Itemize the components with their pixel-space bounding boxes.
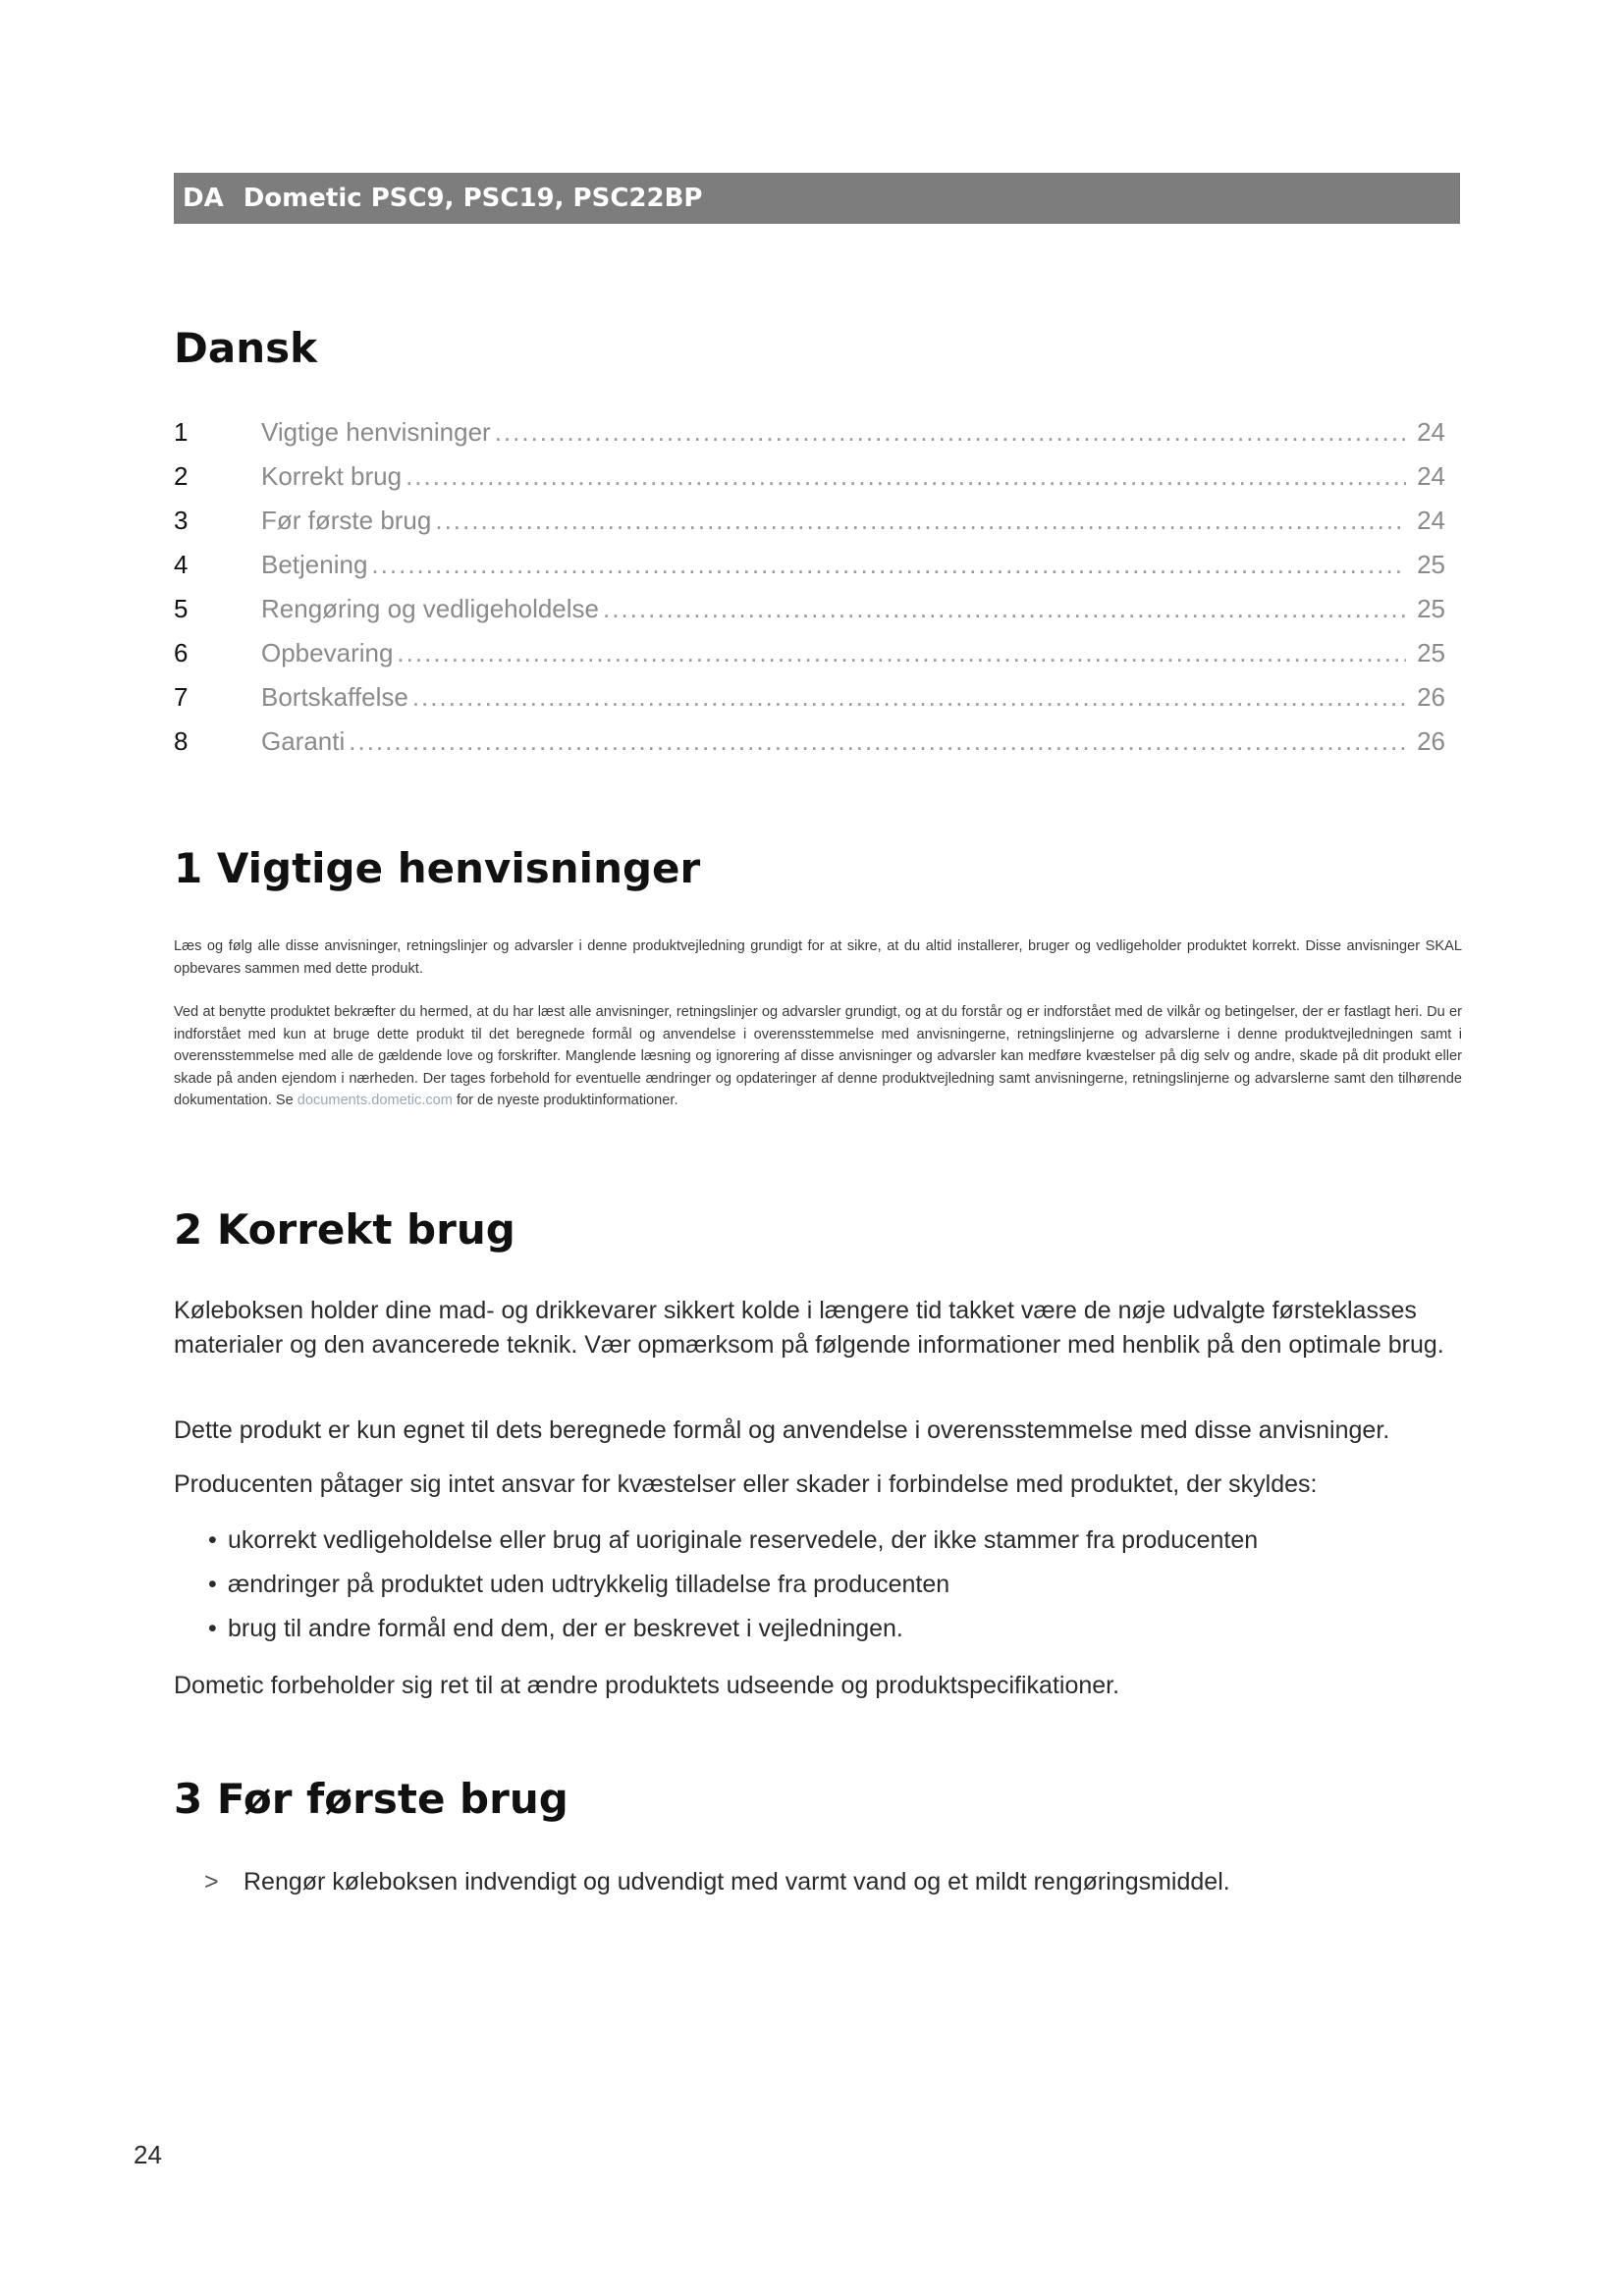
document-title: Dometic PSC9, PSC19, PSC22BP	[243, 184, 703, 213]
toc-item-label: Betjening	[261, 550, 368, 579]
section3-step	[204, 1865, 1230, 1899]
section2-title: 2 Korrekt brug	[174, 1205, 515, 1254]
bullet-icon: •	[208, 1615, 217, 1642]
toc-item[interactable]	[174, 682, 1445, 726]
toc-item-number: 4	[174, 550, 189, 579]
toc-item-label: Opbevaring	[261, 638, 394, 667]
toc-item-number: 3	[174, 506, 189, 535]
page-number: 24	[134, 2140, 162, 2169]
section3-title: 3 Før første brug	[174, 1775, 568, 1823]
list-item	[208, 1523, 1258, 1568]
toc-item-number: 5	[174, 594, 189, 623]
toc-title: Dansk	[174, 324, 318, 372]
language-code: DA	[183, 184, 224, 213]
documents-link[interactable]: documents.dometic.com	[297, 1093, 453, 1108]
toc-leader-dots	[412, 682, 1406, 713]
section2-para4: Dometic forbeholder sig ret til at ændre produktets udseende og produktspecifikationer.	[174, 1672, 1120, 1699]
section2-para3: Producenten påtager sig intet ansvar for kvæstelser eller skader i forbindelse med produktet, der skyldes:	[174, 1470, 1318, 1498]
bullet-icon: •	[208, 1571, 217, 1598]
chevron-right-icon: >	[204, 1868, 219, 1896]
toc-item-number: 6	[174, 638, 189, 667]
toc-item-label: Garanti	[261, 726, 346, 756]
toc-item-page: 24	[1417, 417, 1445, 447]
toc-item-number: 7	[174, 682, 189, 712]
section1-para2	[174, 1001, 1462, 1112]
section2-para1: Køleboksen holder dine mad- og drikkevarer sikkert kolde i længere tid takket være de nøje udvalgte førsteklasses materialer og den avancerede teknik. Vær opmærksom på følgende informationer med henblik på den optimale brug.	[174, 1297, 1444, 1359]
toc-item-label: Rengøring og vedligeholdelse	[261, 594, 600, 623]
toc-item-page: 26	[1417, 726, 1445, 756]
section2-para2: Dette produkt er kun egnet til dets beregnede formål og anvendelse i overensstemmelse med disse anvisninger.	[174, 1416, 1390, 1444]
toc-item[interactable]	[174, 726, 1445, 771]
toc-leader-dots	[603, 594, 1406, 624]
header-bar	[174, 173, 1460, 224]
list-item	[208, 1612, 1258, 1656]
toc-item-page: 25	[1417, 594, 1445, 623]
toc-item-label: Før første brug	[261, 506, 432, 535]
toc-item[interactable]	[174, 461, 1445, 506]
toc-item-page: 26	[1417, 682, 1445, 712]
toc-item-number: 8	[174, 726, 189, 756]
toc-item-page: 25	[1417, 550, 1445, 579]
toc-item-page: 25	[1417, 638, 1445, 667]
list-item-text: ændringer på produktet uden udtrykkelig tilladelse fra producenten	[228, 1571, 950, 1598]
section2-bullet-list	[208, 1523, 1258, 1656]
toc-item-label: Vigtige henvisninger	[261, 417, 491, 447]
table-of-contents	[174, 417, 1445, 771]
section1-para2-tail: for de nyeste produktinformationer.	[457, 1093, 678, 1108]
section1-para1: Læs og følg alle disse anvisninger, retningslinjer og advarsler i denne produktvejledning grundigt for at sikre, at du altid installerer, bruger og vedligeholder produktet korrekt. Disse anvisninger SKAL opbevares sammen med dette produkt.	[174, 938, 1462, 977]
section1-para2-text: Ved at benytte produktet bekræfter du hermed, at du har læst alle anvisninger, retningslinjer og advarsler grundigt, og at du forstår og er indforstået med de vilkår og betingelser, der er fastlagt heri. Du er indforstået med kun at bruge dette produkt til det beregnede formål og anvendelse i overensstemmelse med anvisningerne, retningslinjerne og advarslerne i denne produktvejledningen samt i overensstemmelse med alle de gældende love og forskrifter. Manglende læsning og ignorering af disse anvisninger og advarsler kan medføre kvæstelser på dig selv og andre, skade på dit produkt eller skade på anden ejendom i nærheden. Der tages forbehold for eventuelle ændringer og opdateringer af denne produktvejledning samt anvisningerne, retningslinjerne og advarslerne samt den tilhørende dokumentation. Se	[174, 1004, 1462, 1108]
toc-item-number: 2	[174, 461, 189, 491]
toc-item-page: 24	[1417, 506, 1445, 535]
toc-item[interactable]	[174, 594, 1445, 638]
toc-item[interactable]	[174, 550, 1445, 594]
list-item-text: brug til andre formål end dem, der er beskrevet i vejledningen.	[228, 1615, 903, 1642]
toc-item[interactable]	[174, 506, 1445, 550]
toc-item[interactable]	[174, 638, 1445, 682]
toc-item-label: Bortskaffelse	[261, 682, 408, 712]
toc-item-label: Korrekt brug	[261, 461, 403, 491]
toc-leader-dots	[371, 550, 1406, 580]
toc-leader-dots	[495, 417, 1406, 448]
toc-item[interactable]	[174, 417, 1445, 461]
toc-leader-dots	[349, 726, 1406, 757]
toc-leader-dots	[435, 506, 1406, 536]
toc-leader-dots	[397, 638, 1406, 668]
list-item	[208, 1568, 1258, 1612]
list-item-text: ukorrekt vedligeholdelse eller brug af uoriginale reservedele, der ikke stammer fra producenten	[228, 1526, 1259, 1554]
toc-item-page: 24	[1417, 461, 1445, 491]
toc-leader-dots	[406, 461, 1406, 492]
section1-title: 1 Vigtige henvisninger	[174, 844, 701, 892]
toc-item-number: 1	[174, 417, 189, 447]
section3-step-text: Rengør køleboksen indvendigt og udvendigt med varmt vand og et mildt rengøringsmiddel.	[244, 1868, 1230, 1896]
bullet-icon: •	[208, 1526, 217, 1554]
